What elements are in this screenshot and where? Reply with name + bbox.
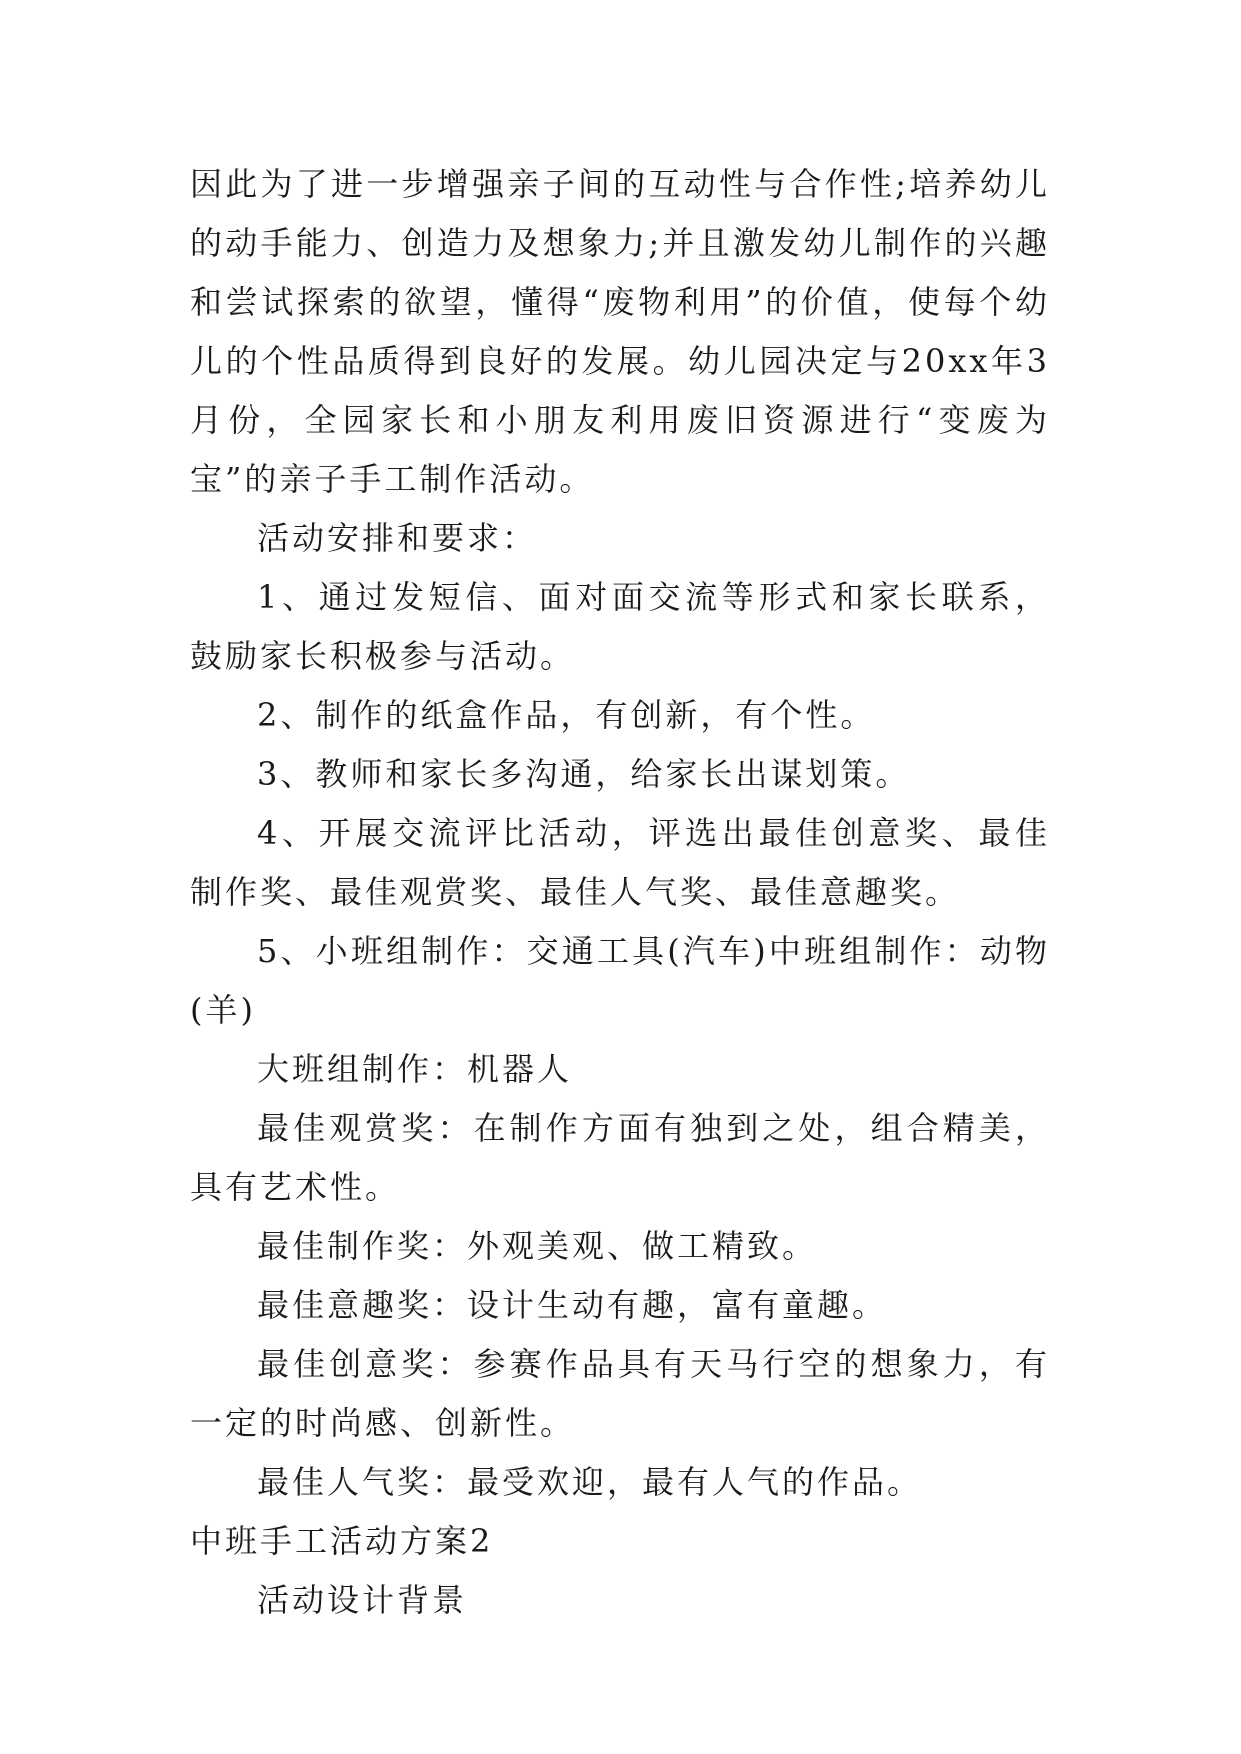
paragraph-item-1: 1、通过发短信、面对面交流等形式和家长联系，鼓励家长积极参与活动。 (190, 578, 1050, 675)
paragraph-award-making: 最佳制作奖：外观美观、做工精致。 (257, 1227, 818, 1265)
paragraph-design-background: 活动设计背景 (257, 1581, 468, 1619)
paragraph-item-4: 4、开展交流评比活动，评选出最佳创意奖、最佳制作奖、最佳观赏奖、最佳人气奖、最佳意趣奖。 (190, 814, 1050, 911)
paragraph-award-viewing: 最佳观赏奖：在制作方面有独到之处，组合精美，具有艺术性。 (190, 1109, 1050, 1206)
document-body (190, 155, 1050, 1630)
paragraph-intro: 因此为了进一步增强亲子间的互动性与合作性;培养幼儿的动手能力、创造力及想象力;并且激发幼儿制作的兴趣和尝试探索的欲望，懂得“废物利用”的价值，使每个幼儿的个性品质得到良好的发展。幼儿园决定与20xx年3月份，全园家长和小朋友利用废旧资源进行“变废为宝”的亲子手工制作活动。 (190, 165, 1050, 498)
paragraph-award-interest: 最佳意趣奖：设计生动有趣，富有童趣。 (257, 1286, 888, 1324)
paragraph-item-5: 5、小班组制作：交通工具(汽车)中班组制作：动物(羊) (190, 932, 1050, 1029)
paragraph-arrangement-heading: 活动安排和要求： (257, 519, 538, 557)
paragraph-item-2: 2、制作的纸盒作品，有创新，有个性。 (257, 696, 876, 734)
section-title: 中班手工活动方案2 (190, 1522, 494, 1560)
paragraph-award-popular: 最佳人气奖：最受欢迎，最有人气的作品。 (257, 1463, 923, 1501)
paragraph-item-5-continued: 大班组制作：机器人 (257, 1050, 573, 1088)
paragraph-item-3: 3、教师和家长多沟通，给家长出谋划策。 (257, 755, 911, 793)
paragraph-award-creative: 最佳创意奖：参赛作品具有天马行空的想象力，有一定的时尚感、创新性。 (190, 1345, 1050, 1442)
